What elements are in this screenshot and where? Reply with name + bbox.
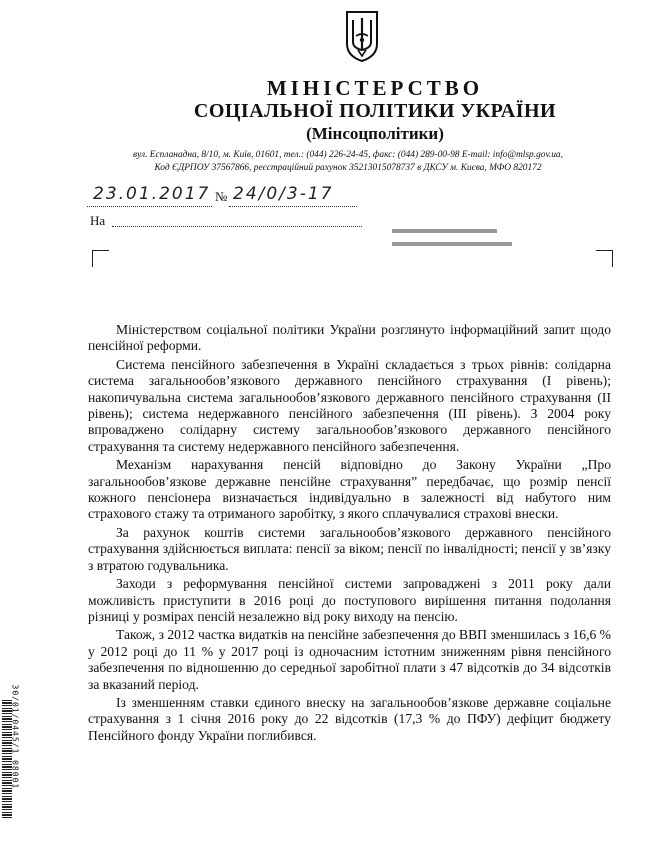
letter-body	[88, 322, 611, 746]
registration-date: 23.01.2017	[93, 184, 211, 204]
number-underline	[229, 206, 357, 207]
side-barcode-text: 30/01/0445/1 08001	[10, 684, 20, 790]
ministry-address: вул. Еспланадна, 8/10, м. Київ, 01601, тел.: (044) 226-24-45, факс: (044) 289-00-98 E-mail: info@mlsp.gov.ua,	[133, 150, 563, 160]
body-paragraph: Із зменшенням ставки єдиного внеску на загальнообов’язкове державне соціальне страхування з 1 січня 2016 року до 22 відсотків (17,3 % до ПФУ) дефіцит бюджету Пенсійного фонду України поглибився.	[88, 694, 611, 743]
ministry-short-name: (Мінсоцполітики)	[306, 124, 444, 143]
body-paragraph: Система пенсійного забезпечення в Україні складається з трьох рівнів: солідарна система загальнообов’язкового державного пенсійного страхування (І рівень); накопичувальна система загальнообов’язкового державного пенсійного страхування (ІІ рівень); система недержавного пенсійного забезпечення (ІІІ рівень). З 2004 року впроваджено солідарну систему загальнообов’язкового державного пенсійного страхування та систему недержавного пенсійного забезпечення.	[88, 356, 611, 454]
redacted-recipient-line1	[392, 229, 497, 233]
body-paragraph: Міністерством соціальної політики України розглянуто інформаційний запит щодо пенсійної реформи.	[88, 322, 611, 354]
body-paragraph: За рахунок коштів системи загальнообов’язкового державного пенсійного страхування здійснюється виплата: пенсії за віком; пенсії по інвалідності; пенсії у зв’язку з втратою годувальника.	[88, 524, 611, 573]
registration-number: 24/0/3-17	[233, 184, 334, 204]
tryzub-coat-of-arms-icon	[344, 10, 380, 62]
registration-line	[87, 184, 367, 214]
ministry-codes: Код ЄДРПОУ 37567866, реєстраційний рахунок 35213015078737 в ДКСУ м. Києва, МФО 820172	[154, 163, 542, 173]
redacted-recipient-line2	[392, 242, 512, 246]
date-underline	[87, 206, 212, 207]
reply-to-underline	[112, 226, 362, 227]
ministry-name-line1: МІНІСТЕРСТВО	[266, 76, 484, 100]
body-paragraph: Заходи з реформування пенсійної системи запроваджені з 2011 року дали можливість приступити в 2016 році до поступового вирішення питання подолання різниці у розмірах пенсій незалежно від року виходу на пенсію.	[88, 576, 611, 624]
address-corner-mark-left	[92, 250, 109, 267]
body-paragraph: Механізм нарахування пенсій відповідно до Закону України „Про загальнообов’язкове державне пенсійне страхування” передбачає, що розмір пенсії кожного пенсіонера визначається індивідуально в залежності від набутого ним страхового стажу та отриманого заробітку, з якого сплачувалися страхові внески.	[88, 457, 611, 522]
address-corner-mark-right	[596, 250, 613, 267]
number-label: №	[215, 189, 228, 204]
ministry-name-line2: СОЦІАЛЬНОЇ ПОЛІТИКИ УКРАЇНИ	[193, 100, 557, 122]
reply-to-label: На	[90, 213, 106, 228]
body-paragraph: Також, з 2012 частка видатків на пенсійне забезпечення до ВВП зменшилась з 16,6 % у 2012 році до 11 % у 2017 році із одночасним істотним зниженням рівня пенсійного забезпечення по відношенню до середньої заробітної плати з 47 відсотків до 34 відсотків за вказаний період.	[88, 627, 611, 692]
